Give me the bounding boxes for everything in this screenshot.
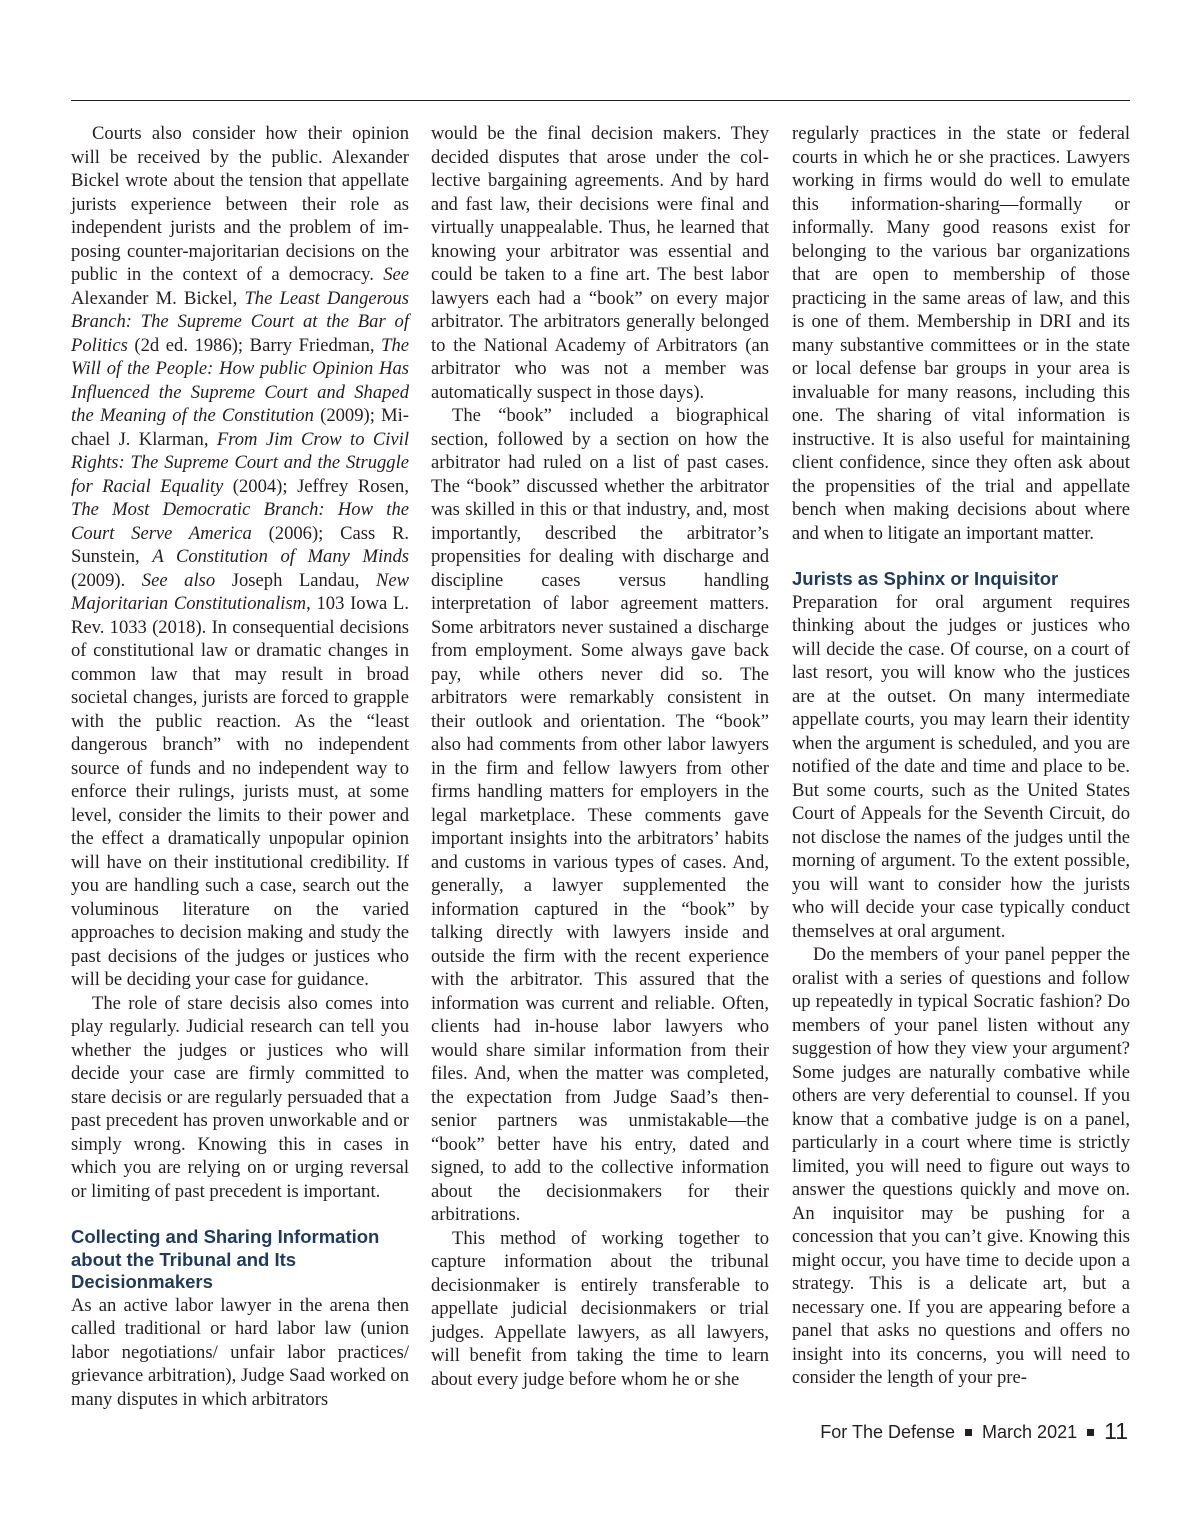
- paragraph: Preparation for oral argument requires thinking about the judges or justices who will decide the case. Of course, on a court of last resort, you will know who the justices are at the outset. On many intermediate appellate courts, you may learn their identity when the argument is scheduled, and you are notified of the date and time and place to be. But some courts, such as the United States Court of Appeals for the Seventh Circuit, do not disclose the names of the judges until the morning of argument. To the extent possible, you will want to consider how the jurists who will decide your case typically conduct themselves at oral argument.: [792, 591, 1130, 942]
- separator-square-icon: [965, 1429, 972, 1436]
- section-heading: Jurists as Sphinx or Inquisitor: [792, 568, 1059, 589]
- column-2: [431, 122, 769, 1391]
- page-number: 11: [1104, 1418, 1128, 1444]
- paragraph: regularly practices in the state or federal courts in which he or she practices. Lawyers working in firms would do well to emulate this information-sharing—formally or informally. Many good reasons exist for belonging to the various bar organizations that are open to membership of those practicing in the same areas of law, and this is one of them. Membership in DRI and its many substantive committees or in the state or local defense bar groups in your area is invaluable for many reasons, including this one. The sharing of vital information is instructive. It is also useful for maintaining client confidence, since they often ask about the propensities of the trial and appellate bench when making decisions about where and when to litigate an important matter.: [792, 123, 1130, 544]
- issue-date: March 2021: [982, 1422, 1078, 1442]
- paragraph: would be the final decision makers. They decided disputes that arose under the collective bargaining agreements. And by hard and fast law, their decisions were final and virtually unappealable. Thus, he learned that knowing your arbitrator was essential and could be taken to a fine art. The best labor lawyers each had a “book” on every major arbitrator. The arbitrators generally belonged to the National Academy of Arbitrators (an arbitrator who was not a member was automatically suspect in those days).: [431, 123, 769, 403]
- section-heading: Collecting and Sharing Information about the Tribunal and Its Decisionmakers: [71, 1226, 380, 1292]
- column-1: [71, 122, 409, 1411]
- publication-name: For The Defense: [820, 1422, 956, 1442]
- paragraph: The “book” included a biographical section, followed by a section on how the arbitrator had ruled on a list of past cases. The “book” discussed whether the arbitrator was skilled in this or that industry, and, most importantly, described the arbitrator’s propensities for dealing with discharge and discipline cases versus handling interpretation of labor agreement matters. Some arbitrators never sustained a discharge from employment. Some always gave back pay, while others never did so. The arbitrators were remarkably consistent in their outlook and orientation. The “book” also had comments from other labor lawyers in the firm and fellow lawyers from other firms handling matters for employers in the legal marketplace. These comments gave important insights into the arbitrators’ habits and customs in various types of cases. And, generally, a lawyer supplemented the information captured in the “book” by talking directly with lawyers inside and outside the firm with the recent experience with the arbitrator. This assured that the information was current and reliable. Often, clients had in-house labor lawyers who would share similar information from their files. And, when the matter was completed, the expectation from Judge Saad’s then-senior partners was unmistakable—the “book” better have his entry, dated and signed, to add to the collective information about the decisionmakers for their arbitrations.: [431, 405, 769, 1225]
- paragraph: The role of stare decisis also comes into play regularly. Judicial research can tell you whether the judges or justices who will decide your case are firmly committed to stare decisis or are regularly persuaded that a past precedent has proven unworkable and or simply wrong. Knowing this in cases in which you are relying on or urging reversal or limiting of past precedent is important.: [71, 992, 409, 1202]
- paragraph: Do the members of your panel pepper the oralist with a series of questions and follow up repeatedly in typical Socratic fashion? Do members of your panel listen without any suggestion of how they view your argument? Some judges are naturally combative while others are very deferential to counsel. If you know that a combative judge is on a panel, particularly in a court where time is strictly limited, you will need to figure out ways to answer the questions quickly and move on. An inquisitor may be pushing for a concession that you can’t give. Knowing this might occur, you have time to decide upon a strategy. This is a delicate art, but a necessary one. If you are appearing before a panel that asks no questions and offers no insight into its concerns, you will need to consider the length of your pre-: [792, 944, 1130, 1388]
- page-footer: [820, 1418, 1128, 1445]
- paragraph: This method of working together to capture information about the tribunal decisionmaker is entirely transferable to appellate judicial decisionmakers or trial judges. Appellate lawyers, as all lawyers, will benefit from taking the time to learn about every judge before whom he or she: [431, 1227, 769, 1390]
- header-rule: [71, 100, 1130, 101]
- column-3: [792, 122, 1130, 1390]
- separator-square-icon: [1087, 1429, 1094, 1436]
- paragraph: As an active labor lawyer in the arena then called traditional or hard labor law (union labor negotiations/ unfair labor practices/ grievance arbitration), Judge Saad worked on many disputes in which arbitrators: [71, 1294, 409, 1410]
- paragraph: Courts also consider how their opinion will be received by the public. Alexander Bickel wrote about the tension that appellate jurists experience between their role as independent jurists and the problem of imposing counter-majoritarian decisions on the public in the context of a democracy. See Alexander M. Bickel, The Least Dangerous Branch: The Supreme Court at the Bar of Politics (2d ed. 1986); Barry Friedman, The Will of the People: How public Opinion Has Influenced the Supreme Court and Shaped the Meaning of the Constitution (2009); Michael J. Klarman, From Jim Crow to Civil Rights: The Supreme Court and the Struggle for Racial Equality (2004); Jeffrey Rosen, The Most Democratic Branch: How the Court Serve America (2006); Cass R. Sunstein, A Constitution of Many Minds (2009). See also Joseph Landau, New Majoritarian Constitutionalism, 103 Iowa L. Rev. 1033 (2018). In consequential decisions of constitutional law or dramatic changes in common law that may result in broad societal changes, jurists are forced to grapple with the public reaction. As the “least dangerous branch” with no independent source of funds and no independent way to enforce their rulings, jurists must, at some level, consider the limits to their power and the effect a dramatically unpopular opinion will have on their institutional credibility. If you are handling such a case, search out the voluminous literature on the varied approaches to decision making and study the past decisions of the judges or justices who will be deciding your case for guidance.: [71, 123, 410, 990]
